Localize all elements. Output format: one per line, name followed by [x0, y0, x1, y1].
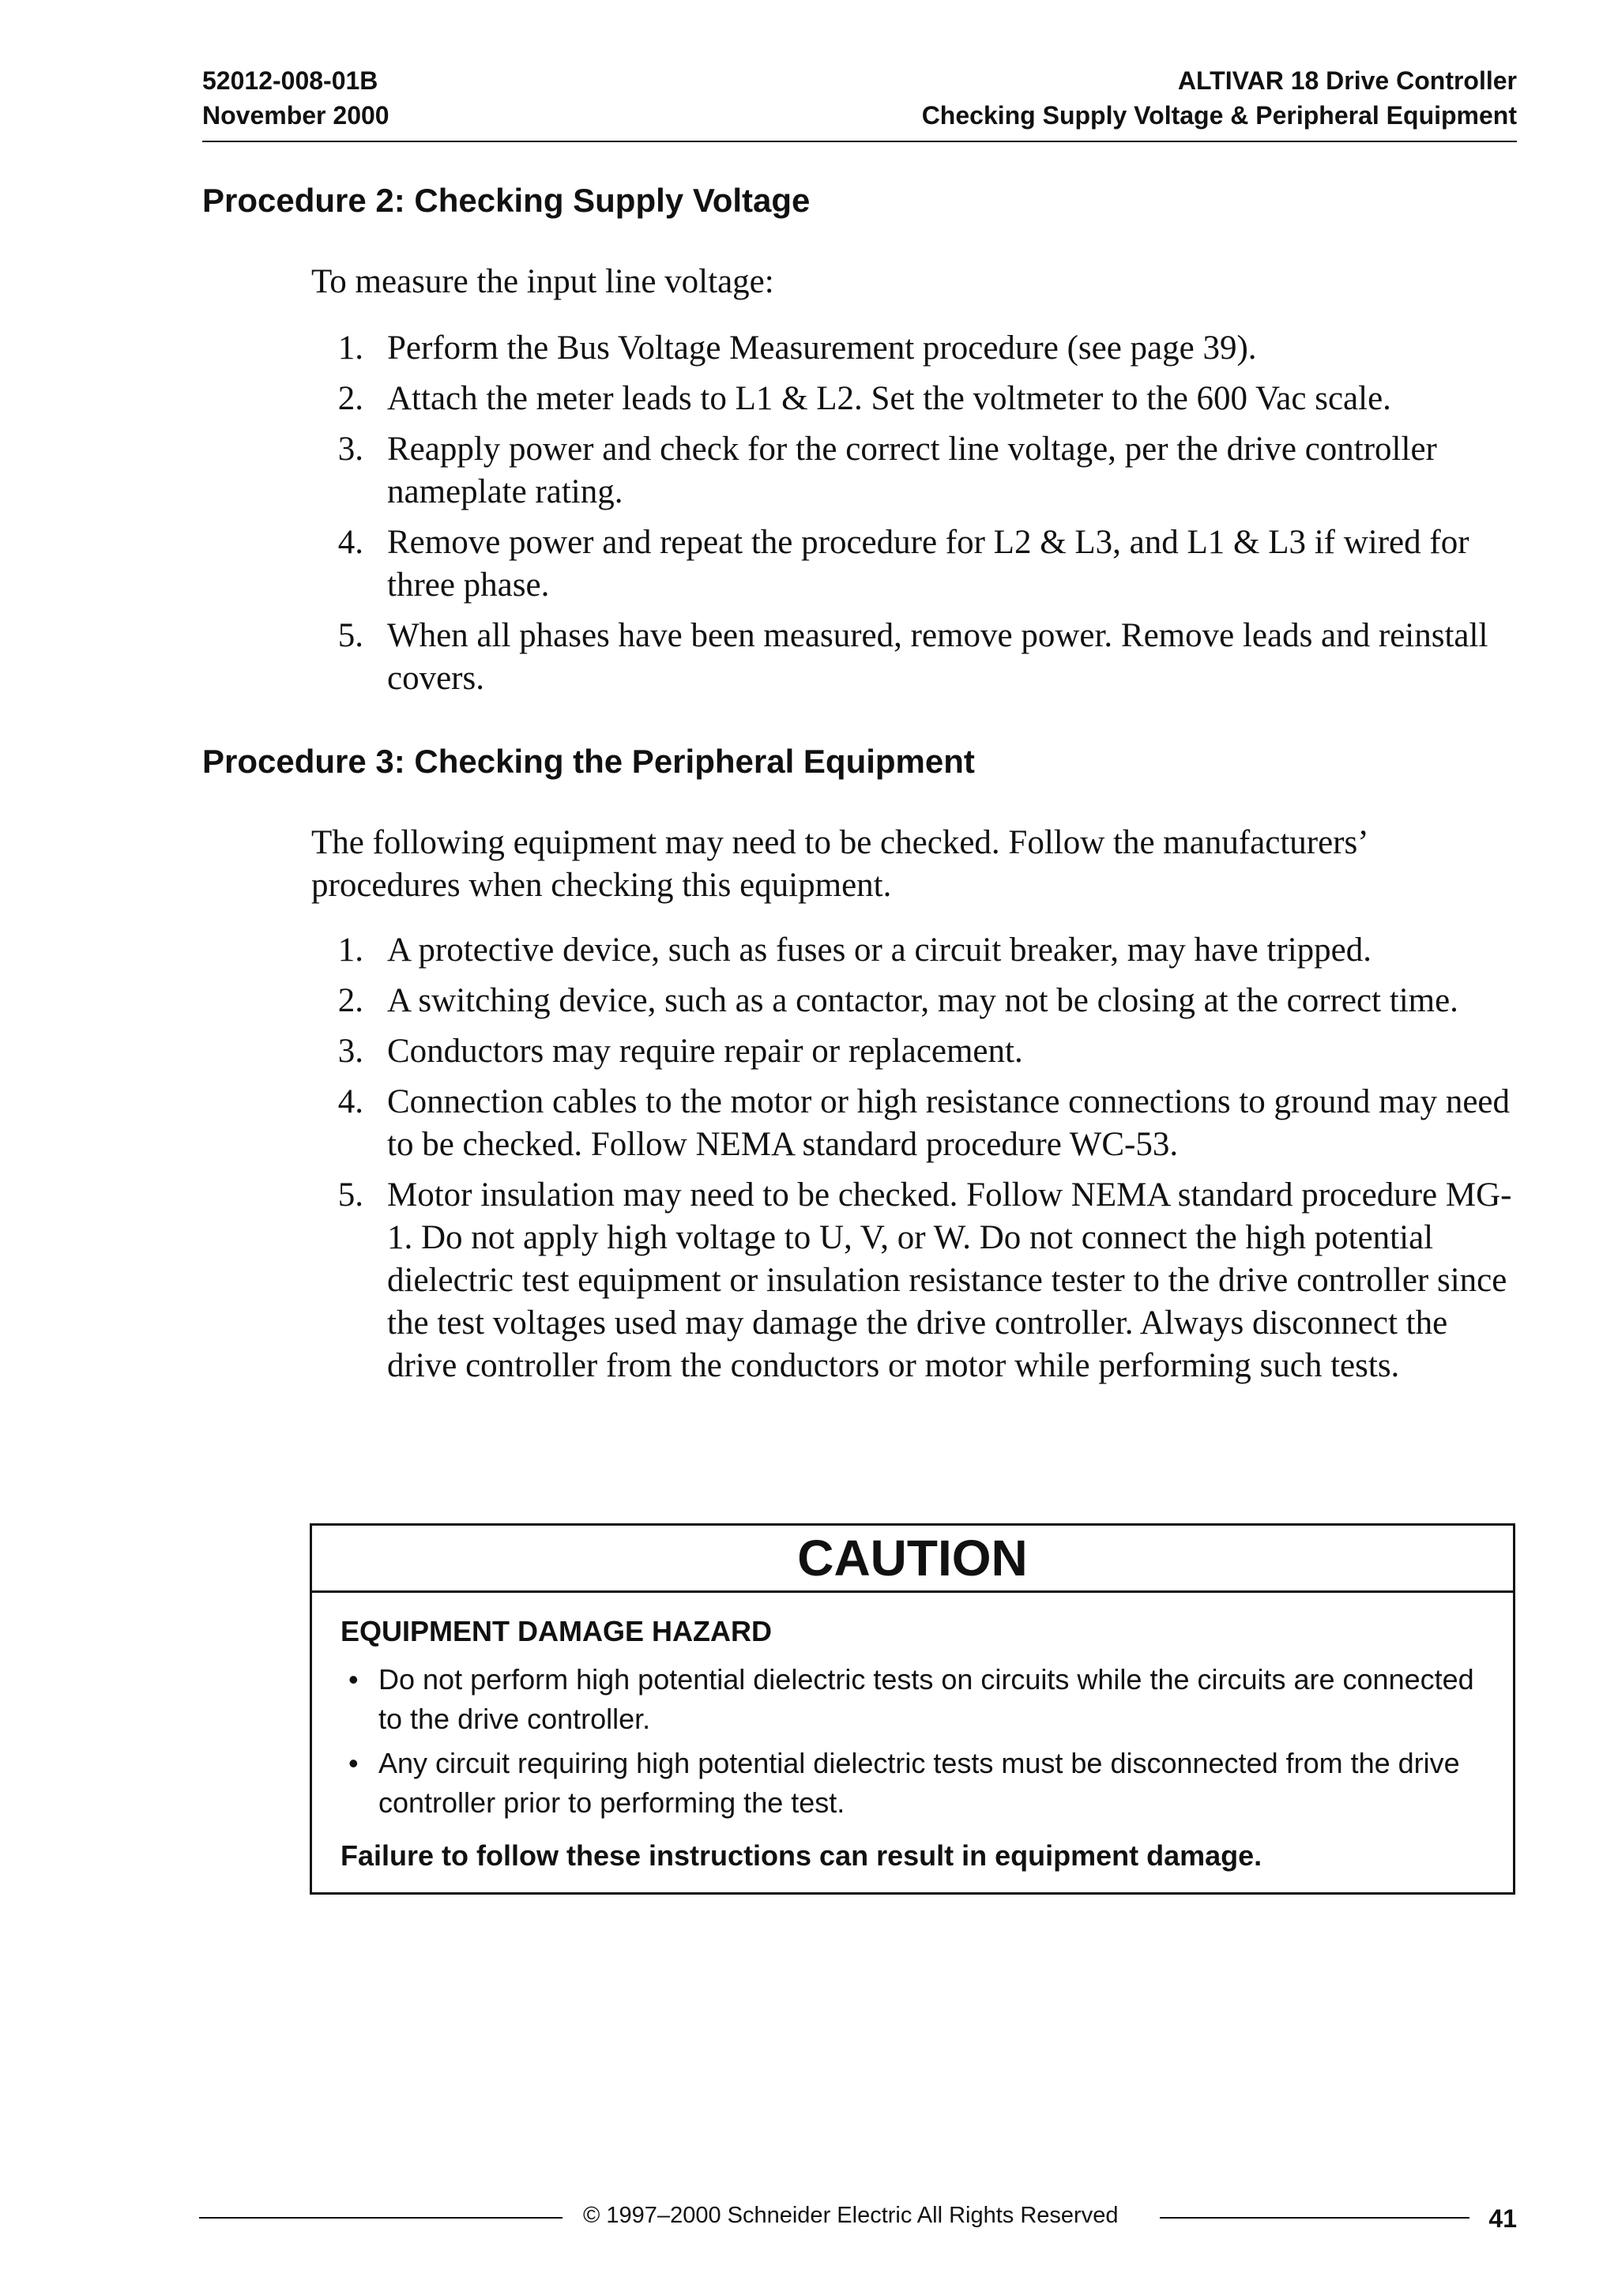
list-item — [311, 327, 1517, 370]
step-text: Remove power and repeat the procedure for L2 & L3, and L1 & L3 if wired for three phase. — [387, 524, 1469, 604]
step-text: A protective device, such as fuses or a circuit breaker, may have tripped. — [387, 932, 1372, 969]
procedure-2-heading: Procedure 2: Checking Supply Voltage — [202, 182, 811, 219]
step-text: Attach the meter leads to L1 & L2. Set the voltmeter to the 600 Vac scale. — [387, 380, 1391, 417]
list-item — [311, 378, 1517, 420]
step-text: Connection cables to the motor or high resistance connections to ground may need to be checked. Follow NEMA standard procedure WC-53. — [387, 1083, 1511, 1163]
header-left — [202, 63, 389, 133]
list-item — [311, 521, 1517, 607]
product-title: ALTIVAR 18 Drive Controller — [1177, 66, 1517, 95]
list-item — [311, 1030, 1517, 1073]
step-number: 2. — [337, 982, 363, 1019]
step-number: 3. — [337, 431, 363, 468]
step-text: A switching device, such as a contactor, may not be closing at the correct time. — [387, 982, 1458, 1019]
caution-bullets — [341, 1660, 1478, 1827]
step-number: 5. — [337, 1176, 363, 1214]
step-number: 2. — [337, 380, 363, 417]
step-number: 4. — [337, 524, 363, 561]
step-text: Conductors may require repair or replacement. — [387, 1033, 1023, 1070]
header-right — [922, 63, 1517, 133]
footer-rule-left — [199, 2217, 563, 2219]
footer-rule-right — [1160, 2217, 1469, 2219]
step-number: 4. — [337, 1083, 363, 1120]
step-number: 1. — [337, 329, 363, 367]
step-text: Reapply power and check for the correct line voltage, per the drive controller nameplate rating. — [387, 431, 1437, 510]
doc-date: November 2000 — [202, 101, 389, 130]
copyright: © 1997–2000 Schneider Electric All Rights Reserved — [583, 2203, 1119, 2228]
hazard-heading: EQUIPMENT DAMAGE HAZARD — [341, 1615, 772, 1647]
step-text: Perform the Bus Voltage Measurement procedure (see page 39). — [387, 329, 1257, 367]
list-item — [311, 1081, 1517, 1166]
step-text: Motor insulation may need to be checked. Follow NEMA standard procedure MG-1. Do not apply high voltage to U, V, or W. Do not connect the high potential dielectric test equipment or insulation resistance tester to the drive controller since the test voltages used may damage the drive controller. Always disconnect the drive controller from the conductors or motor while performing such tests. — [387, 1176, 1512, 1384]
page-number: 41 — [1488, 2204, 1517, 2233]
list-item — [311, 615, 1517, 700]
step-text: When all phases have been measured, remove power. Remove leads and reinstall covers. — [387, 617, 1488, 697]
list-item — [341, 1744, 1478, 1823]
list-item — [311, 929, 1517, 972]
procedure-3-steps — [311, 929, 1517, 1395]
caution-box — [310, 1523, 1515, 1895]
procedure-3-heading: Procedure 3: Checking the Peripheral Equipment — [202, 743, 975, 780]
procedure-2-steps — [311, 327, 1517, 708]
doc-number: 52012-008-01B — [202, 66, 378, 95]
bullet-icon: • — [348, 1747, 359, 1779]
section-title: Checking Supply Voltage & Peripheral Equipment — [921, 101, 1517, 130]
list-item — [311, 428, 1517, 514]
bullet-text: Do not perform high potential dielectric tests on circuits while the circuits are connected to the drive controller. — [378, 1663, 1474, 1735]
list-item — [311, 1174, 1517, 1387]
caution-title: CAUTION — [312, 1526, 1513, 1593]
step-number: 5. — [337, 617, 363, 654]
list-item — [311, 980, 1517, 1022]
procedure-2-intro: To measure the input line voltage: — [311, 263, 774, 300]
consequence-statement: Failure to follow these instructions can result in equipment damage. — [341, 1839, 1262, 1872]
list-item — [341, 1660, 1478, 1739]
page-header — [202, 63, 1517, 142]
bullet-icon: • — [348, 1663, 359, 1696]
bullet-text: Any circuit requiring high potential dielectric tests must be disconnected from the drive controller prior to performing the test. — [378, 1747, 1460, 1819]
procedure-3-intro: The following equipment may need to be checked. Follow the manufacturers’ procedures when checking this equipment. — [311, 824, 1367, 904]
step-number: 3. — [337, 1033, 363, 1070]
step-number: 1. — [337, 932, 363, 969]
